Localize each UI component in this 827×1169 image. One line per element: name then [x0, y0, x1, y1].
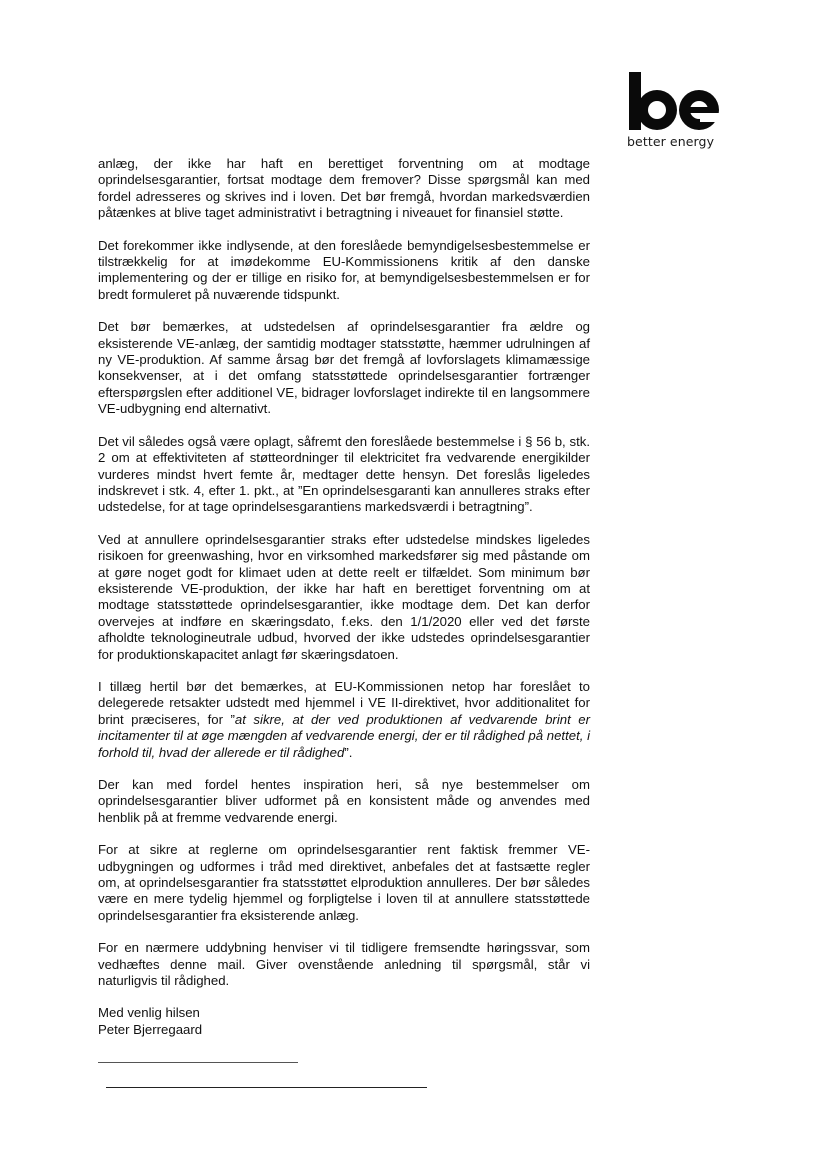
- quoted-text: at sikre, at der ved produktionen af vedvarende brint er incitamenter til at øge mængden af vedvarende energi, der er til rådighed på nettet, i forhold til, hvad der allerede er til rådighed: [98, 711, 590, 760]
- paragraph-text: I tillæg hertil bør det bemærkes, at EU-Kommissionen netop har foreslået to delegerede retsakter udstedt med hjemmel i VE II-direktivet, hvor additionalitet for brint præciseres, for ”: [98, 678, 590, 727]
- paragraph: Det bør bemærkes, at udstedelsen af oprindelsesgarantier fra ældre og eksisterende VE-anlæg, der samtidig modtager statsstøtte, hæmmer udrulningen af ny VE-produktion. Af samme årsag bør det fremgå af lovforslagets klimamæssige konsekvenser, at i det omfang statsstøttede oprindelsesgarantier fortrænger efterspørgslen efter additionel VE, bidrager lovforslaget indirekte til en langsommere VE-udbygning end alternativt.: [98, 319, 590, 417]
- signatory-name: Peter Bjerregaard: [98, 1021, 203, 1037]
- paragraph: For en nærmere uddybning henviser vi til tidligere fremsendte høringssvar, som vedhæftes denne mail. Giver ovenstående anledning til spørgsmål, står vi naturligvis til rådighed.: [98, 940, 590, 989]
- paragraph: Der kan med fordel hentes inspiration heri, så nye bestemmelser om oprindelsesgarantier bliver udformet på en konsistent måde og anvendes med henblik på at fremme vedvarende energi.: [98, 777, 590, 825]
- paragraph-quote: [98, 679, 590, 761]
- closing-greeting: Med venlig hilsen: [98, 1005, 200, 1021]
- paragraph: Ved at annullere oprindelsesgarantier straks efter udstedelse mindskes ligeledes risikoen for greenwashing, hvor en virksomhed markedsfører sig med påstande om at gøre noget godt for klimaet uden at dette reelt er tilfældet. Som minimum bør eksisterende VE-produktion, der ikke har haft en berettiget forventning om at modtage statsstøttede oprindelsesgarantier, ikke modtage dem. Det kan derfor overvejes at indføre en skæringsdato, f.eks. den 1/1/2020 eller ved det første afholdte teknologineutrale udbud, hvorved der ikke udstedes oprindelsesgarantier for produktionskapacitet anlagt før skæringsdatoen.: [98, 531, 590, 662]
- letter-body: [98, 156, 590, 1038]
- paragraph: Det forekommer ikke indlysende, at den foreslåede bemyndigelsesbestemmelse er tilstrækkelig for at imødekomme EU-Kommissionens kritik af den danske implementering og der er tillige en risiko for, at bemyndigelsesbestemmelsen er for bredt formuleret på nuværende tidspunkt.: [98, 237, 590, 302]
- closing: [98, 1005, 590, 1038]
- logo-caption: better energy: [627, 134, 715, 149]
- better-energy-logo: [627, 70, 727, 154]
- footnote-divider: [98, 1062, 298, 1063]
- footer-rule: [106, 1087, 427, 1088]
- paragraph: anlæg, der ikke har haft en berettiget forventning om at modtage oprindelsesgarantier, fortsat modtage dem fremover? Disse spørgsmål kan med fordel adresseres og skrives ind i loven. Det bør fremgå, hvordan markedsværdien påtænkes at blive taget administrativt i betragtning i niveauet for finansiel støtte.: [98, 156, 590, 221]
- paragraph: Det vil således også være oplagt, såfremt den foreslåede bestemmelse i § 56 b, stk. 2 om at effektiviteten af støtteordninger til elektricitet fra vedvarende energikilder vurderes mindst hvert femte år, medtager dette hensyn. Det foreslås ligeledes indskrevet i stk. 4, efter 1. pkt., at ”En oprindelsesgaranti kan annulleres straks efter udstedelse, for at tage oprindelsesgarantiens markedsværdi i betragtning”.: [98, 433, 590, 515]
- paragraph-text: ”.: [344, 744, 353, 760]
- paragraph: For at sikre at reglerne om oprindelsesgarantier rent faktisk fremmer VE-udbygningen og udformes i tråd med direktivet, anbefales det at fastsætte regler om, at oprindelsesgarantier fra statsstøttet elproduktion annulleres. Der bør således være en mere tydelig hjemmel og forpligtelse i loven til at annullere statsstøttede oprindelsesgarantier fra eksisterende anlæg.: [98, 842, 590, 923]
- be-logo-mark: [627, 70, 723, 132]
